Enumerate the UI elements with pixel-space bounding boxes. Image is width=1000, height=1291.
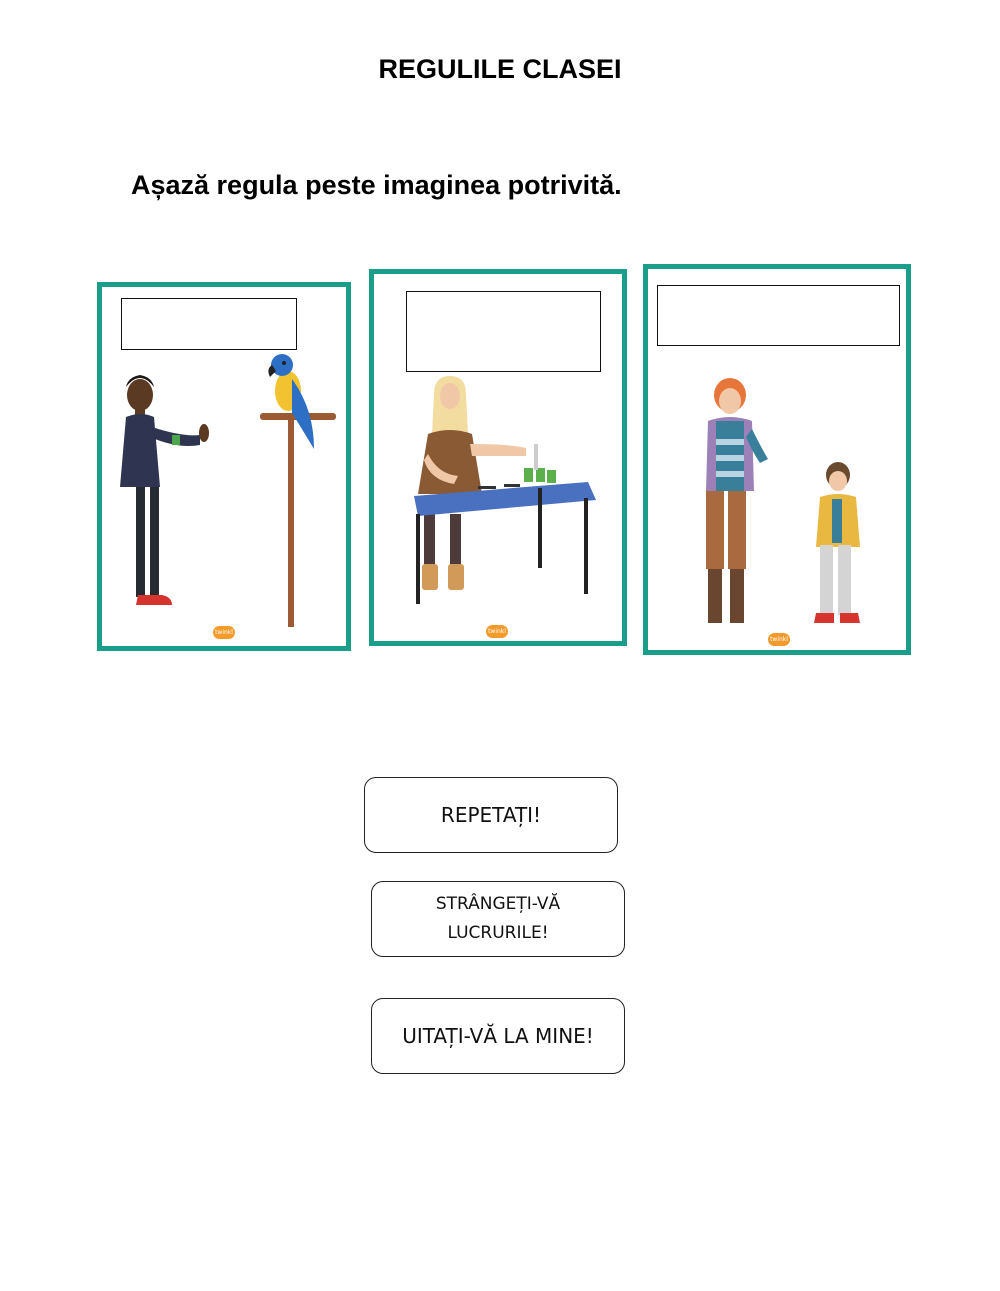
rule-tidy-up-label-line1: STRÂNGEȚI-VĂ <box>435 894 561 914</box>
rule-repeat[interactable] <box>364 777 618 853</box>
picture-card-3 <box>643 264 911 655</box>
rule-look-at-me[interactable] <box>371 998 625 1074</box>
drop-zone-2[interactable] <box>406 291 601 372</box>
drop-zone-1[interactable] <box>121 298 297 350</box>
rule-tidy-up-label-line2: LUCRURILE! <box>447 923 549 943</box>
picture-card-1 <box>97 282 351 651</box>
page-title: REGULILE CLASEI <box>378 54 622 84</box>
drop-zone-3[interactable] <box>657 285 900 346</box>
twinkl-logo: twinkl <box>768 633 790 646</box>
rule-repeat-label: REPETAȚI! <box>440 803 542 827</box>
rule-tidy-up[interactable] <box>371 881 625 957</box>
twinkl-logo: twinkl <box>486 625 508 638</box>
twinkl-logo: twinkl <box>213 626 235 639</box>
rule-look-at-me-label: UITAȚI-VĂ LA MINE! <box>402 1024 594 1048</box>
picture-card-2 <box>369 269 627 646</box>
instruction-text: Așază regula peste imaginea potrivită. <box>131 170 622 200</box>
